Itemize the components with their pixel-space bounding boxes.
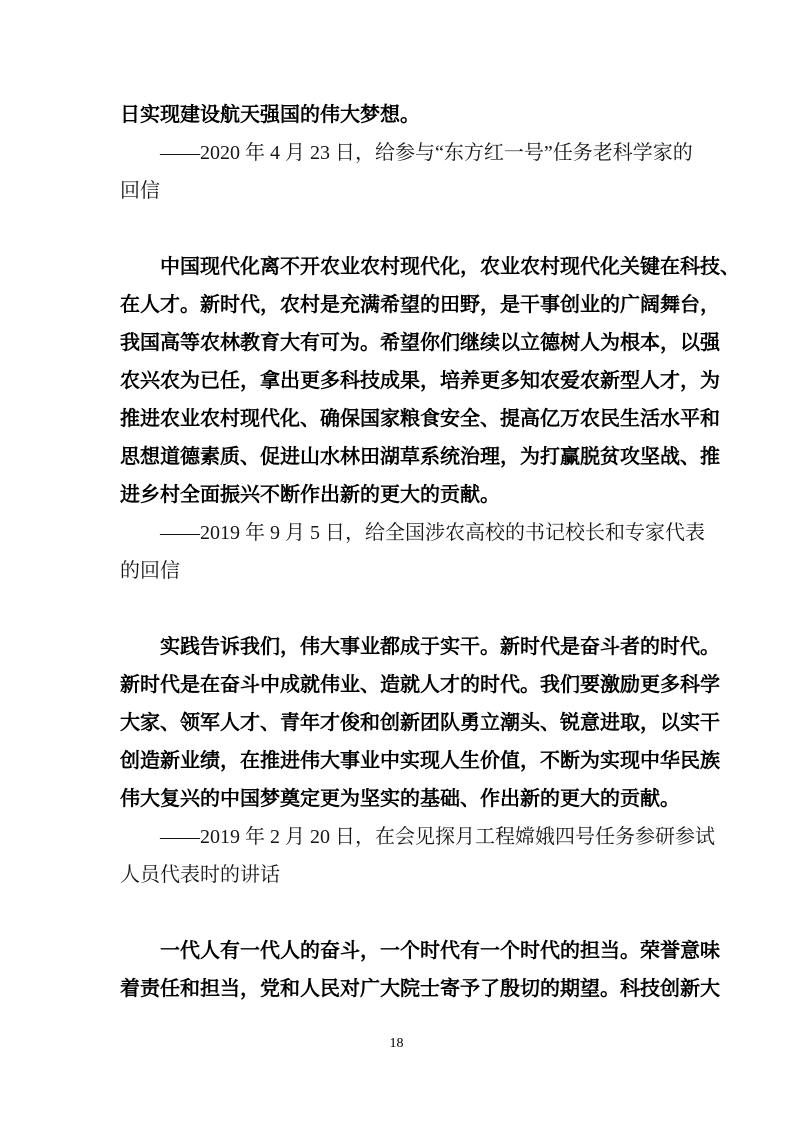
source-citation — [120, 818, 715, 894]
text-line: 着责任和担当，党和人民对广大院士寄予了殷切的期望。科技创新大 — [120, 978, 720, 1000]
text-line: 大家、领军人才、青年才俊和创新团队勇立潮头、锐意进取，以实干 — [120, 712, 720, 734]
text-line: 一代人有一代人的奋斗，一个时代有一个时代的担当。荣誉意味 — [160, 940, 720, 962]
text-line: 中国现代化离不开农业农村现代化，农业农村现代化关键在科技、 — [160, 256, 740, 278]
text-line: 新时代是在奋斗中成就伟业、造就人才的时代。我们要激励更多科学 — [120, 674, 720, 696]
quote-paragraph — [120, 932, 720, 1008]
paragraph-gap — [120, 894, 673, 932]
text-line: 伟大复兴的中国梦奠定更为坚实的基础、作出新的更大的贡献。 — [120, 788, 680, 810]
text-line: ——2019 年 9 月 5 日，给全国涉农高校的书记校长和专家代表 — [160, 522, 705, 544]
text-line: ——2019 年 2 月 20 日，在会见探月工程嫦娥四号任务参研参试 — [160, 826, 715, 848]
text-line: 思想道德素质、促进山水林田湖草系统治理，为打赢脱贫攻坚战、推 — [120, 446, 720, 468]
text-line: 进乡村全面振兴不断作出新的更大的贡献。 — [120, 484, 500, 506]
text-line: 我国高等农林教育大有可为。希望你们继续以立德树人为根本，以强 — [120, 332, 720, 354]
text-line: 回信 — [120, 180, 160, 202]
source-citation — [120, 514, 705, 590]
text-line: 在人才。新时代，农村是充满希望的田野，是干事创业的广阔舞台， — [120, 294, 720, 316]
paragraph-gap — [120, 590, 673, 628]
text-line: 实践告诉我们，伟大事业都成于实干。新时代是奋斗者的时代。 — [160, 636, 720, 658]
text-line: 推进农业农村现代化、确保国家粮食安全、提高亿万农民生活水平和 — [120, 408, 720, 430]
text-content — [120, 96, 740, 1008]
source-citation — [120, 134, 693, 210]
text-line: 的回信 — [120, 560, 180, 582]
page-number: 18 — [389, 1036, 404, 1051]
text-line: ——2020 年 4 月 23 日，给参与“东方红一号”任务老科学家的 — [160, 142, 693, 164]
paragraph-gap — [120, 210, 673, 248]
quote-paragraph — [120, 96, 673, 134]
text-line: 人员代表时的讲话 — [120, 864, 280, 886]
quote-paragraph — [120, 248, 740, 514]
quote-paragraph — [120, 628, 720, 818]
text-line: 创造新业绩，在推进伟大事业中实现人生价值，不断为实现中华民族 — [120, 750, 720, 772]
text-line: 日实现建设航天强国的伟大梦想。 — [120, 104, 420, 126]
text-line: 农兴农为已任，拿出更多科技成果，培养更多知农爱农新型人才，为 — [120, 370, 720, 392]
